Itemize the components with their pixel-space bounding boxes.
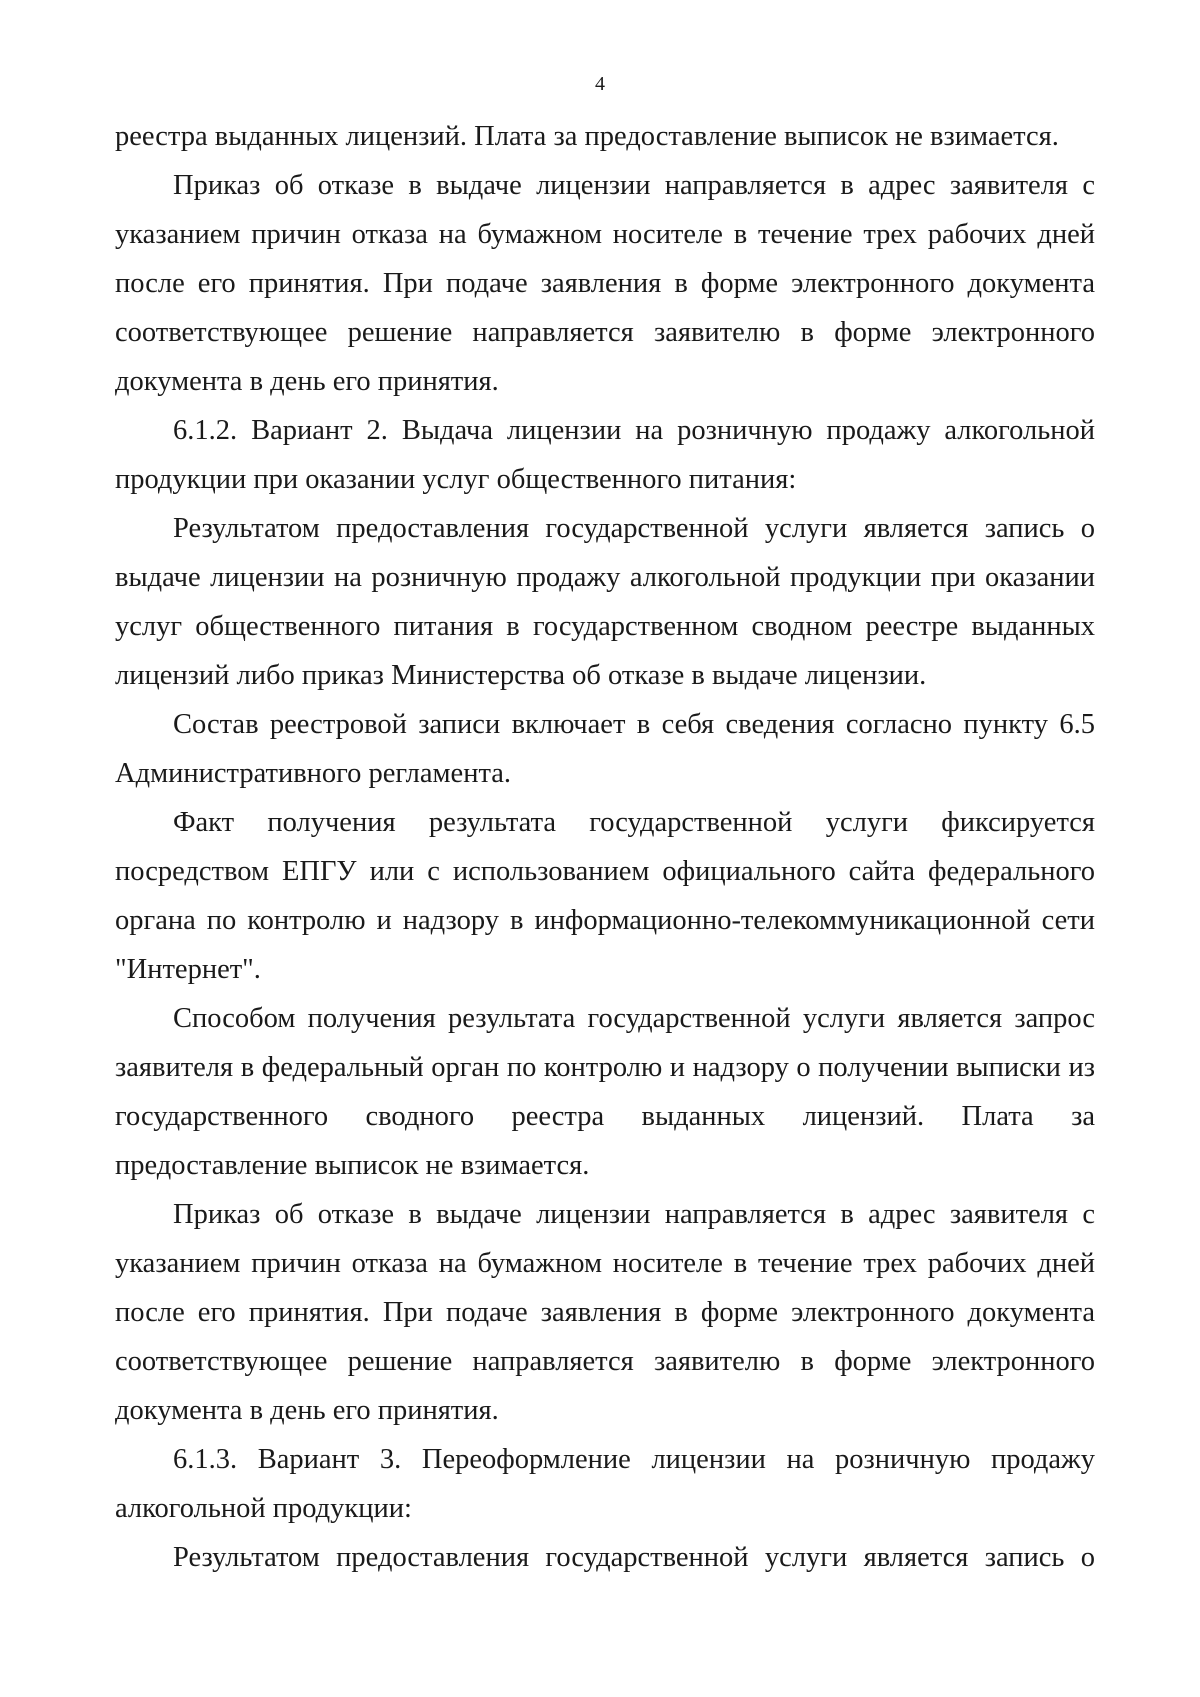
paragraph-refusal-order-2: Приказ об отказе в выдаче лицензии направляется в адрес заявителя с указанием причин отказа на бумажном носителе в течение трех рабочих дней после его принятия. При подаче заявления в форме электронного документа соответствующее решение направляется заявителю в форме электронного документа в день его принятия. [115,1199,1095,1426]
paragraph-section-6-1-3: 6.1.3. Вариант 3. Переоформление лицензии на розничную продажу алкогольной продукции: [115,1444,1095,1524]
paragraph-result-fixation: Факт получения результата государственной услуги фиксируется посредством ЕПГУ или с использованием официального сайта федерального органа по контролю и надзору в информационно-телекоммуникационной сети "Интернет". [115,807,1095,985]
paragraph-section-6-1-2: 6.1.2. Вариант 2. Выдача лицензии на розничную продажу алкогольной продукции при оказании услуг общественного питания: [115,415,1095,495]
paragraph-registry-record: Состав реестровой записи включает в себя сведения согласно пункту 6.5 Административного регламента. [115,709,1095,789]
paragraph-continuation: реестра выданных лицензий. Плата за предоставление выписок не взимается. [115,121,1059,152]
paragraph-result-3: Результатом предоставления государственной услуги является запись о [173,1542,1095,1573]
paragraph-result-method: Способом получения результата государственной услуги является запрос заявителя в федеральный орган по контролю и надзору о получении выписки из государственного сводного реестра выданных лицензий. Плата за предоставление выписок не взимается. [115,1003,1095,1181]
page-number: 4 [595,73,605,95]
paragraph-result: Результатом предоставления государственной услуги является запись о выдаче лицензии на розничную продажу алкогольной продукции при оказании услуг общественного питания в государственном сводном реестре выданных лицензий либо приказ Министерства об отказе в выдаче лицензии. [115,513,1095,691]
document-body [115,112,1095,1582]
paragraph-refusal-order: Приказ об отказе в выдаче лицензии направляется в адрес заявителя с указанием причин отказа на бумажном носителе в течение трех рабочих дней после его принятия. При подаче заявления в форме электронного документа соответствующее решение направляется заявителю в форме электронного документа в день его принятия. [115,170,1095,397]
